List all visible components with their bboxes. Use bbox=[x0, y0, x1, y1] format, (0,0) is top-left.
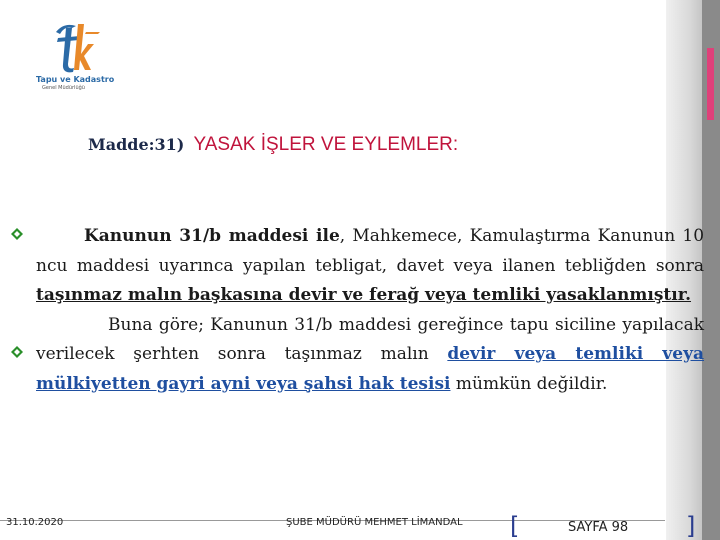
footer-date: 31.10.2020 bbox=[6, 517, 64, 528]
footer-author: ŞUBE MÜDÜRÜ MEHMET LİMANDAL bbox=[286, 517, 463, 528]
paragraph-2-emphasis: devir veya temliki veya mülkiyetten gayri ayni veya şahsi hak tesisi bbox=[36, 344, 704, 394]
left-bracket-icon: [ bbox=[510, 512, 520, 540]
article-body bbox=[36, 222, 704, 399]
paragraph-1 bbox=[36, 222, 704, 311]
logo-text-secondary: Genel Müdürlüğü bbox=[42, 85, 85, 91]
page-number-box bbox=[510, 514, 694, 540]
paragraph-1-intro: Kanunun 31/b maddesi ile bbox=[84, 226, 340, 246]
article-title: YASAK İŞLER VE EYLEMLER: bbox=[193, 134, 459, 155]
paragraph-1-text: , Mahkemece, Kamulaştırma Kanunun 10 ncu maddesi uyarınca yapılan tebligat, davet veya ilanen tebliğden sonra bbox=[36, 226, 705, 276]
page-heading bbox=[88, 134, 458, 156]
paragraph-2-tail: mümkün değildir. bbox=[450, 373, 608, 394]
paragraph-2 bbox=[36, 311, 704, 400]
paragraph-1-emphasis: taşınmaz malın başkasına devir ve ferağ veya temliki yasaklanmıştır. bbox=[36, 285, 692, 305]
diamond-bullet-icon bbox=[10, 227, 24, 241]
accent-strip bbox=[707, 48, 714, 120]
right-bracket-icon: ] bbox=[686, 512, 696, 540]
paragraph-2-text: Buna göre; Kanunun 31/b maddesi gereğince tapu siciline yapılacak verilecek şerhten sonra taşınmaz malın bbox=[36, 314, 704, 364]
logo-text-primary: Tapu ve Kadastro bbox=[36, 75, 115, 84]
page-number: SAYFA 98 bbox=[568, 520, 629, 535]
diamond-bullet-icon bbox=[10, 345, 24, 359]
article-number: Madde:31) bbox=[88, 135, 185, 154]
